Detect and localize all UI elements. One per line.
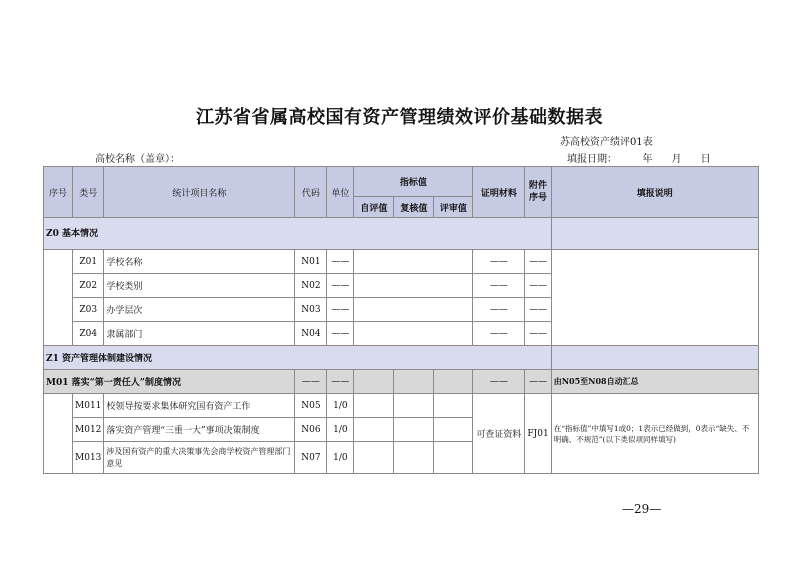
year-label: 年 (642, 154, 653, 165)
row-unit: 1/0 (327, 442, 354, 474)
row-proof: —— (473, 274, 525, 298)
row-unit: 1/0 (327, 418, 354, 442)
header-indicator: 指标值 (354, 167, 473, 197)
row-indicator[interactable] (354, 274, 473, 298)
header-attach-no: 附件序号 (525, 167, 551, 218)
form-code: 苏高校资产绩评01表 (560, 137, 653, 148)
row-indicator[interactable] (354, 250, 473, 274)
row-proof: —— (473, 298, 525, 322)
row-code: N03 (295, 298, 327, 322)
row-code: N06 (295, 418, 327, 442)
row-review[interactable] (434, 442, 473, 474)
row-self-eval[interactable] (354, 418, 394, 442)
m01-review (434, 370, 473, 394)
row-indicator[interactable] (354, 298, 473, 322)
row-proof: —— (473, 322, 525, 346)
header-item-name: 统计项目名称 (104, 167, 295, 218)
header-review: 评审值 (434, 197, 473, 218)
row-unit: —— (327, 322, 354, 346)
row-review[interactable] (434, 418, 473, 442)
section-z1-note (551, 346, 758, 370)
row-id: Z02 (73, 274, 104, 298)
section-z0-note (551, 218, 758, 250)
m01-note: 由N05至N08自动汇总 (551, 370, 758, 394)
row-indicator[interactable] (354, 322, 473, 346)
section-z1: Z1 资产管理体制建设情况 (44, 346, 552, 370)
page-title: 江苏省省属高校国有资产管理绩效评价基础数据表 (196, 107, 603, 128)
fill-date-label: 填报日期： (567, 154, 617, 165)
header-code: 代码 (295, 167, 327, 218)
m01-code: —— (295, 370, 327, 394)
header-fill-note: 填报说明 (551, 167, 758, 218)
row-name: 办学层次 (104, 298, 295, 322)
z0-fill-note (551, 250, 758, 346)
row-attach: —— (525, 298, 551, 322)
header-category: 类号 (73, 167, 104, 218)
data-table (43, 166, 759, 474)
header-self-eval: 自评值 (354, 197, 394, 218)
row-name: 涉及国有资产的重大决策事先会商学校资产管理部门意见 (104, 442, 295, 474)
fill-date (567, 150, 711, 165)
row-self-eval[interactable] (354, 394, 394, 418)
page-number: —29— (622, 502, 662, 516)
row-id: Z04 (73, 322, 104, 346)
row-code: N02 (295, 274, 327, 298)
row-unit: —— (327, 250, 354, 274)
m01-unit: —— (327, 370, 354, 394)
school-name-label: 高校名称（盖章）： (95, 154, 180, 165)
row-unit: —— (327, 274, 354, 298)
m01-seq-cell (44, 394, 73, 474)
row-recheck[interactable] (394, 442, 434, 474)
row-review[interactable] (434, 394, 473, 418)
header-recheck: 复核值 (394, 197, 434, 218)
m01-self-eval (354, 370, 394, 394)
m01-name: M01 落实“第一责任人”制度情况 (44, 370, 295, 394)
m01-recheck (394, 370, 434, 394)
row-name: 学校名称 (104, 250, 295, 274)
row-code: N04 (295, 322, 327, 346)
header-proof: 证明材料 (473, 167, 525, 218)
z0-seq-cell (44, 250, 73, 346)
row-id: M012 (73, 418, 104, 442)
row-unit: 1/0 (327, 394, 354, 418)
month-label: 月 (671, 154, 682, 165)
row-attach: —— (525, 274, 551, 298)
row-unit: —— (327, 298, 354, 322)
m01-proof-material: 可查证资料 (473, 394, 525, 474)
row-id: M011 (73, 394, 104, 418)
header-unit: 单位 (327, 167, 354, 218)
row-id: Z01 (73, 250, 104, 274)
row-id: Z03 (73, 298, 104, 322)
row-self-eval[interactable] (354, 442, 394, 474)
row-name: 隶属部门 (104, 322, 295, 346)
row-attach: —— (525, 322, 551, 346)
m01-attach-no: FJ01 (525, 394, 551, 474)
row-id: M013 (73, 442, 104, 474)
row-name: 落实资产管理“三重一大”事项决策制度 (104, 418, 295, 442)
row-proof: —— (473, 250, 525, 274)
m01-attach: —— (525, 370, 551, 394)
row-code: N05 (295, 394, 327, 418)
m01-fill-note: 在“指标值”中填写1或0；1表示已经做到，0表示“缺失、不明确、不规范”(以下类似项同样填写) (551, 394, 758, 474)
row-code: N01 (295, 250, 327, 274)
row-recheck[interactable] (394, 394, 434, 418)
header-seq: 序号 (44, 167, 73, 218)
section-z0: Z0 基本情况 (44, 218, 552, 250)
m01-proof: —— (473, 370, 525, 394)
row-recheck[interactable] (394, 418, 434, 442)
day-label: 日 (700, 154, 711, 165)
row-name: 学校类别 (104, 274, 295, 298)
row-code: N07 (295, 442, 327, 474)
row-name: 校领导按要求集体研究国有资产工作 (104, 394, 295, 418)
row-attach: —— (525, 250, 551, 274)
